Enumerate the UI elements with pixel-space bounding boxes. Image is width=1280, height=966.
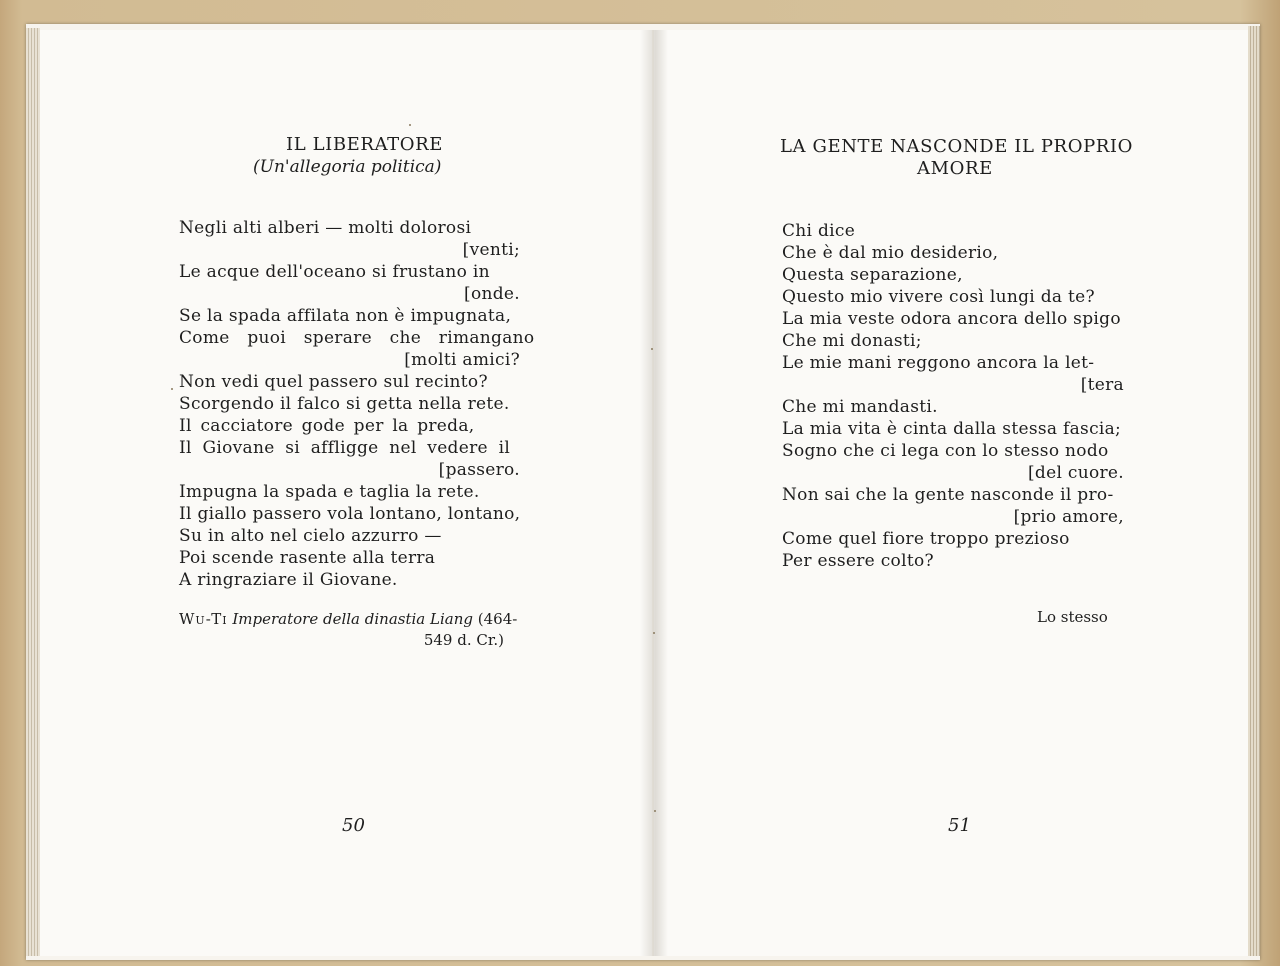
poem-line-continuation: [prio amore, [1013, 507, 1124, 527]
poem-line-continuation: [onde. [464, 284, 520, 304]
credit-author: Wu-Ti [179, 610, 228, 628]
poem-line: Per essere colto? [782, 551, 934, 571]
poem-line-continuation: [passero. [438, 460, 520, 480]
poem-line: La mia vita è cinta dalla stessa fascia; [782, 419, 1122, 439]
poem-line: Il cacciatore gode per la preda, [179, 416, 475, 436]
poem-line: Il giallo passero vola lontano, lontano, [179, 504, 521, 524]
poem-line: Poi scende rasente alla terra [179, 548, 436, 568]
poem-line: Questo mio vivere così lungi da te? [782, 287, 1095, 307]
right-page [654, 30, 1248, 956]
left-page [40, 30, 652, 956]
poem-line: Il Giovane si affligge nel vedere il [179, 438, 511, 458]
poem-line-continuation: [molti amici? [404, 350, 520, 370]
poem-line: Impugna la spada e taglia la rete. [179, 482, 480, 502]
right-page-edges [1248, 26, 1260, 956]
poem-line: Su in alto nel cielo azzurro — [179, 526, 442, 546]
poem-credit: Lo stesso [1037, 608, 1108, 626]
credit-years-end: 549 d. Cr.) [423, 631, 504, 649]
poem-line-continuation: [tera [1080, 375, 1124, 395]
paper-speck [171, 388, 173, 390]
poem-line: Che è dal mio desiderio, [782, 243, 999, 263]
poem-line: Come puoi sperare che rimangano [179, 328, 535, 348]
credit-years-start: (464- [477, 610, 518, 628]
paper-speck [651, 348, 653, 350]
poem-credit [179, 610, 517, 628]
poem-line: Le mie mani reggono ancora la let- [782, 353, 1095, 373]
poem-title: IL LIBERATORE [286, 134, 444, 155]
page-number-right: 51 [948, 815, 971, 836]
paper-speck [409, 124, 411, 126]
poem-line: Sogno che ci lega con lo stesso nodo [782, 441, 1109, 461]
poem-line-text: Negli alti alberi — molti dolorosi [179, 218, 472, 238]
poem-subtitle: (Un'allegoria politica) [253, 157, 442, 177]
poem-line-continuation: [del cuore. [1027, 463, 1124, 483]
poem-line: Questa separazione, [782, 265, 963, 285]
poem-line: La mia veste odora ancora dello spigo [782, 309, 1121, 329]
poem-title-line-2: AMORE [917, 158, 993, 179]
paper-speck [653, 632, 655, 634]
page-number-left: 50 [342, 815, 365, 836]
poem-title-line-1: LA GENTE NASCONDE IL PROPRIO [780, 136, 1133, 157]
poem-line: A ringraziare il Giovane. [179, 570, 398, 590]
left-page-edges [26, 28, 40, 956]
poem-line: Chi dice [782, 221, 856, 241]
poem-line: Le acque dell'oceano si frustano in [179, 262, 490, 282]
poem-line-continuation: [venti; [462, 240, 520, 260]
book-gutter [640, 30, 668, 956]
poem-line: Non vedi quel passero sul recinto? [179, 372, 488, 392]
credit-role: Imperatore della dinastia Liang [232, 610, 473, 628]
poem-line [179, 218, 520, 238]
poem-line: Scorgendo il falco si getta nella rete. [179, 394, 510, 414]
paper-speck [654, 810, 656, 812]
poem-line: Che mi mandasti. [782, 397, 938, 417]
poem-line: Non sai che la gente nasconde il pro- [782, 485, 1114, 505]
poem-line: Se la spada affilata non è impugnata, [179, 306, 512, 326]
poem-line: Che mi donasti; [782, 331, 922, 351]
poem-line: Come quel fiore troppo prezioso [782, 529, 1070, 549]
